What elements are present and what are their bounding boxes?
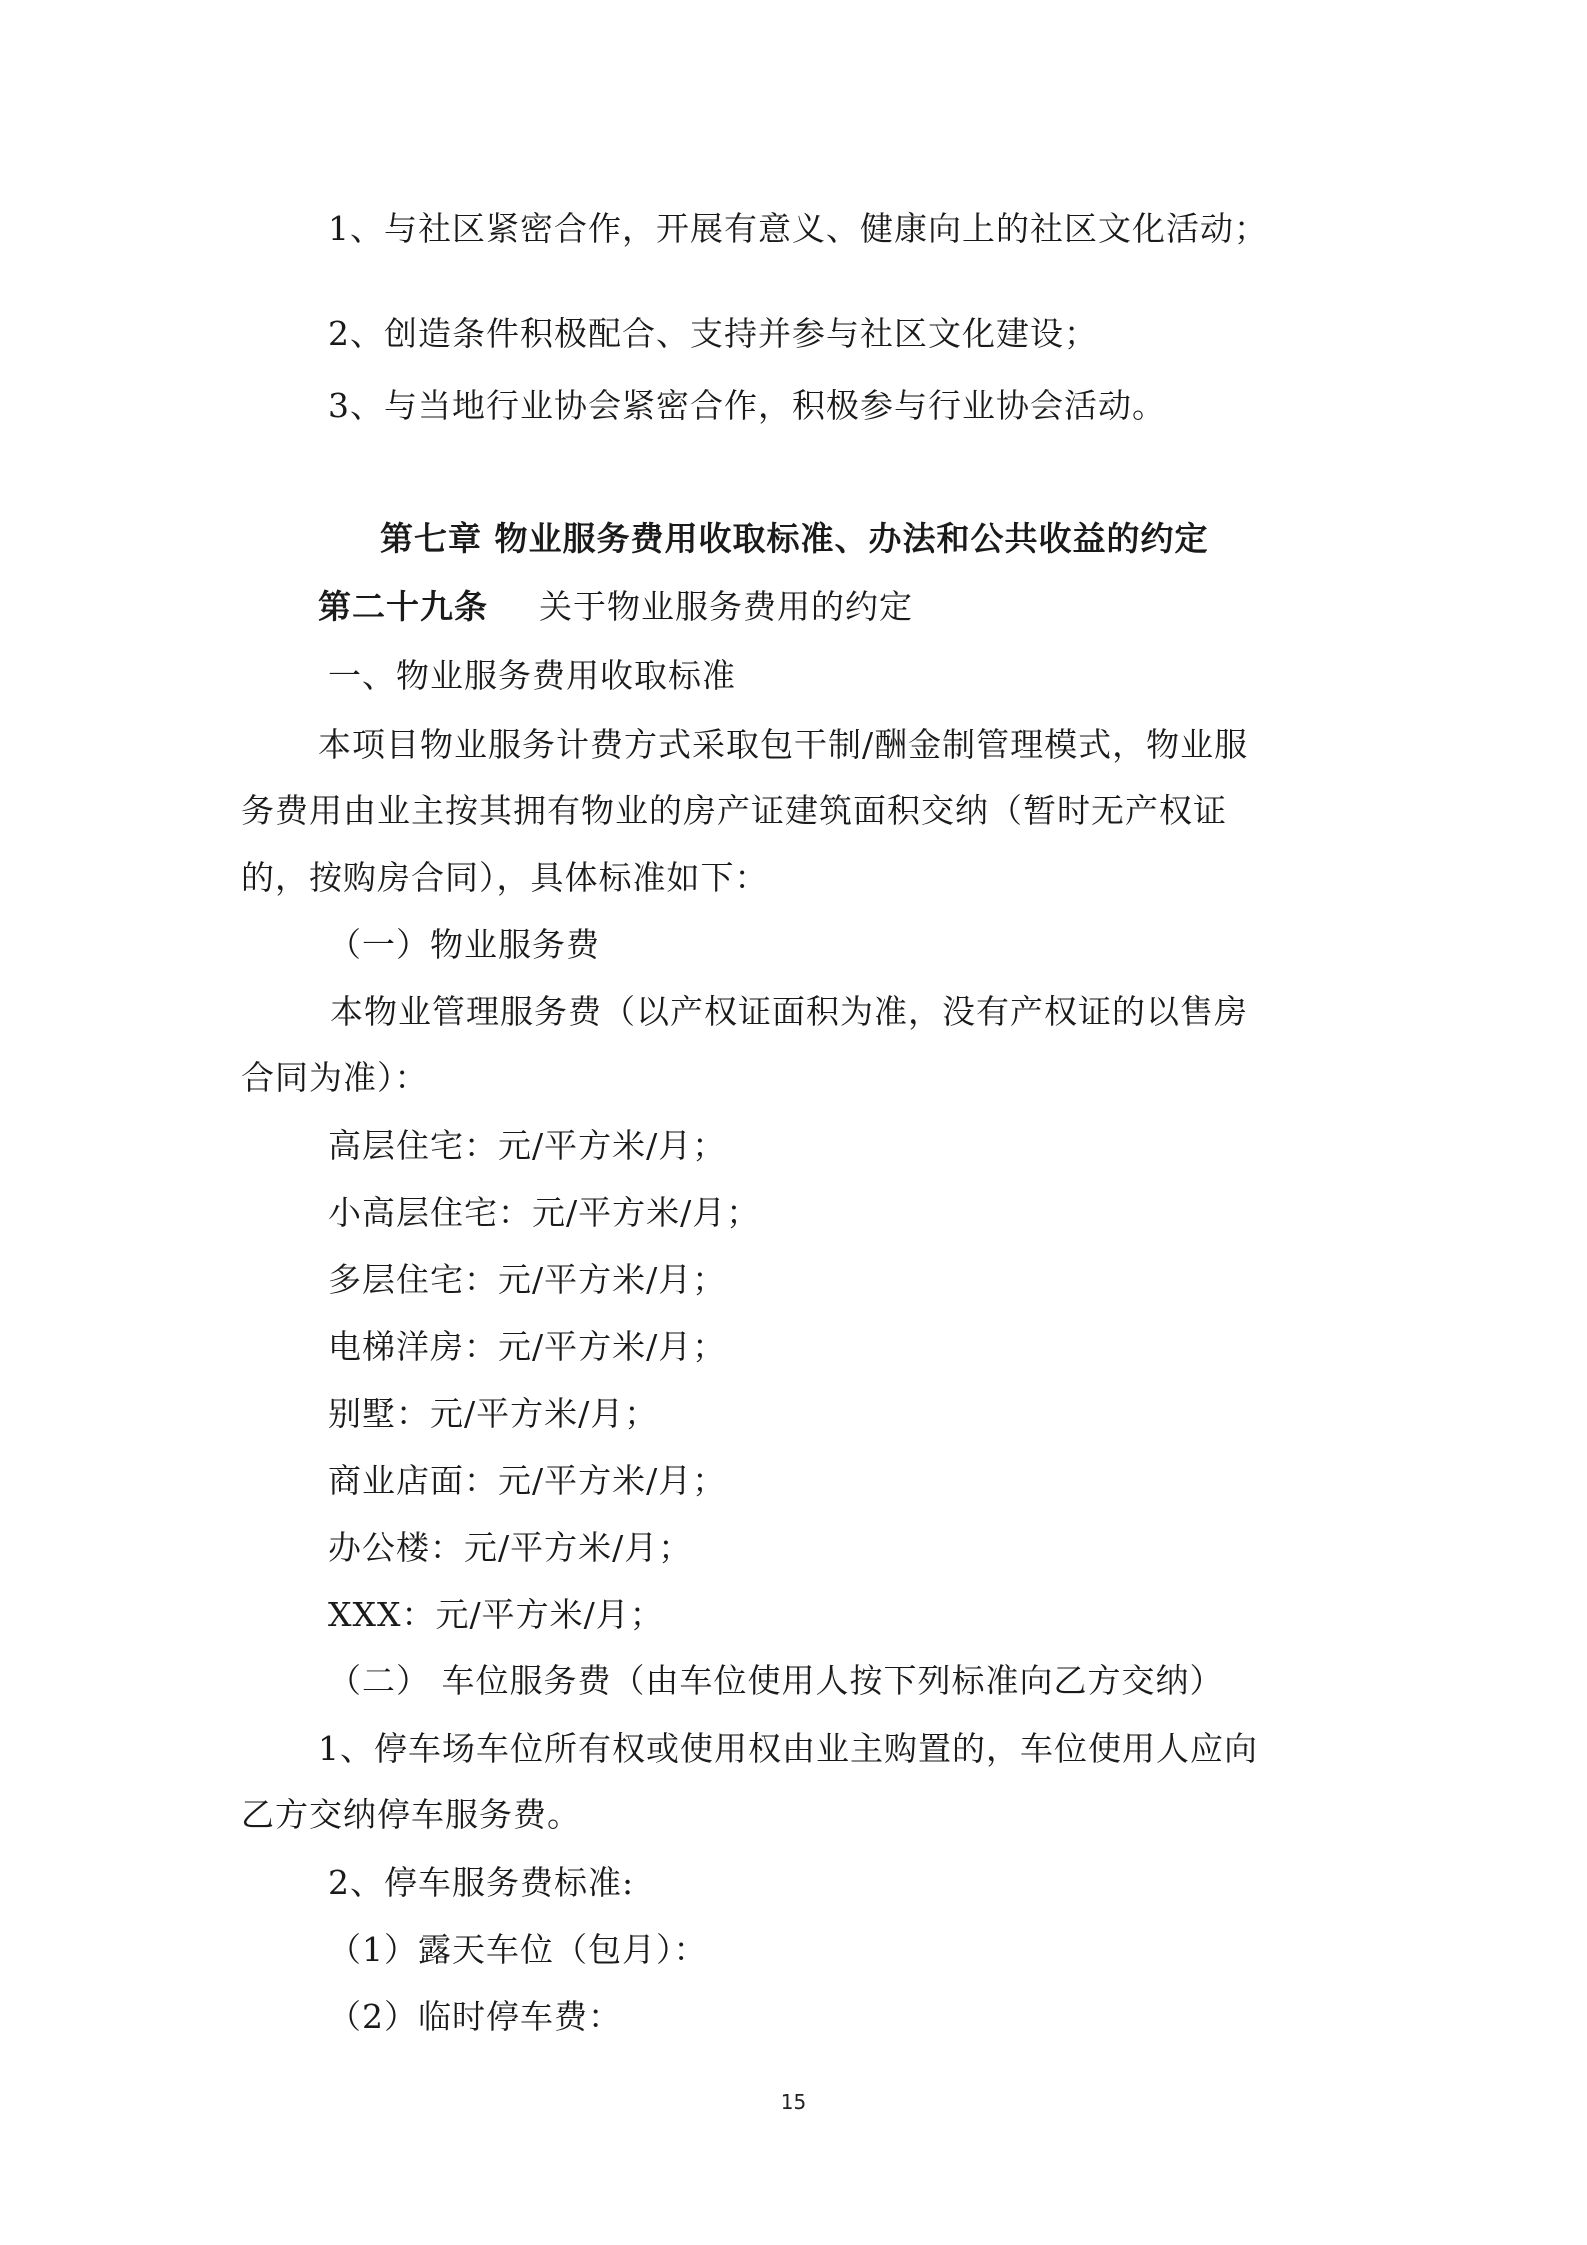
fee-note-line-2: 合同为准）： [241, 1058, 429, 1097]
article-title: 关于物业服务费用的约定 [539, 587, 913, 626]
fee-item-high-rise: 高层住宅：元/平方米/月； [328, 1126, 727, 1165]
parking-line-5: （2）临时停车费： [328, 1997, 622, 2036]
section-item-3: 3、与当地行业协会紧密合作，积极参与行业协会活动。 [328, 386, 1166, 425]
fee-item-elevator-villa: 电梯洋房：元/平方米/月； [328, 1327, 727, 1366]
section-one-title: 一、物业服务费用收取标准 [328, 656, 736, 695]
parking-line-4: （1）露天车位（包月）： [328, 1930, 708, 1969]
article-number: 第二十九条 [318, 587, 488, 626]
fee-item-office: 办公楼：元/平方米/月； [328, 1528, 693, 1567]
parking-line-2: 乙方交纳停车服务费。 [241, 1795, 581, 1834]
intro-line-2: 务费用由业主按其拥有物业的房产证建筑面积交纳（暂时无产权证 [241, 791, 1227, 830]
intro-line-1: 本项目物业服务计费方式采取包干制/酬金制管理模式，物业服 [318, 725, 1249, 764]
section-item-2: 2、创造条件积极配合、支持并参与社区文化建设； [328, 314, 1098, 353]
fee-item-shop: 商业店面：元/平方米/月； [328, 1461, 727, 1500]
sub-one-title: （一）物业服务费 [328, 925, 600, 964]
page-number: 15 [780, 2090, 807, 2114]
fee-note-line-1: 本物业管理服务费（以产权证面积为准，没有产权证的以售房 [330, 992, 1248, 1031]
fee-item-multi-storey: 多层住宅：元/平方米/月； [328, 1260, 727, 1299]
fee-item-villa: 别墅：元/平方米/月； [328, 1394, 659, 1433]
section-item-1: 1、与社区紧密合作，开展有意义、健康向上的社区文化活动； [328, 209, 1268, 248]
parking-line-3: 2、停车服务费标准: [328, 1863, 635, 1902]
article-heading [318, 585, 913, 629]
fee-item-mid-rise: 小高层住宅：元/平方米/月； [328, 1193, 761, 1232]
parking-line-1: 1、停车场车位所有权或使用权由业主购置的，车位使用人应向 [318, 1729, 1258, 1768]
fee-item-other: XXX：元/平方米/月； [328, 1595, 664, 1634]
sub-two-title: （二） 车位服务费（由车位使用人按下列标准向乙方交纳） [328, 1661, 1224, 1700]
chapter-title: 第七章 物业服务费用收取标准、办法和公共收益的约定 [380, 519, 1209, 558]
intro-line-3: 的，按购房合同），具体标准如下： [241, 858, 769, 897]
